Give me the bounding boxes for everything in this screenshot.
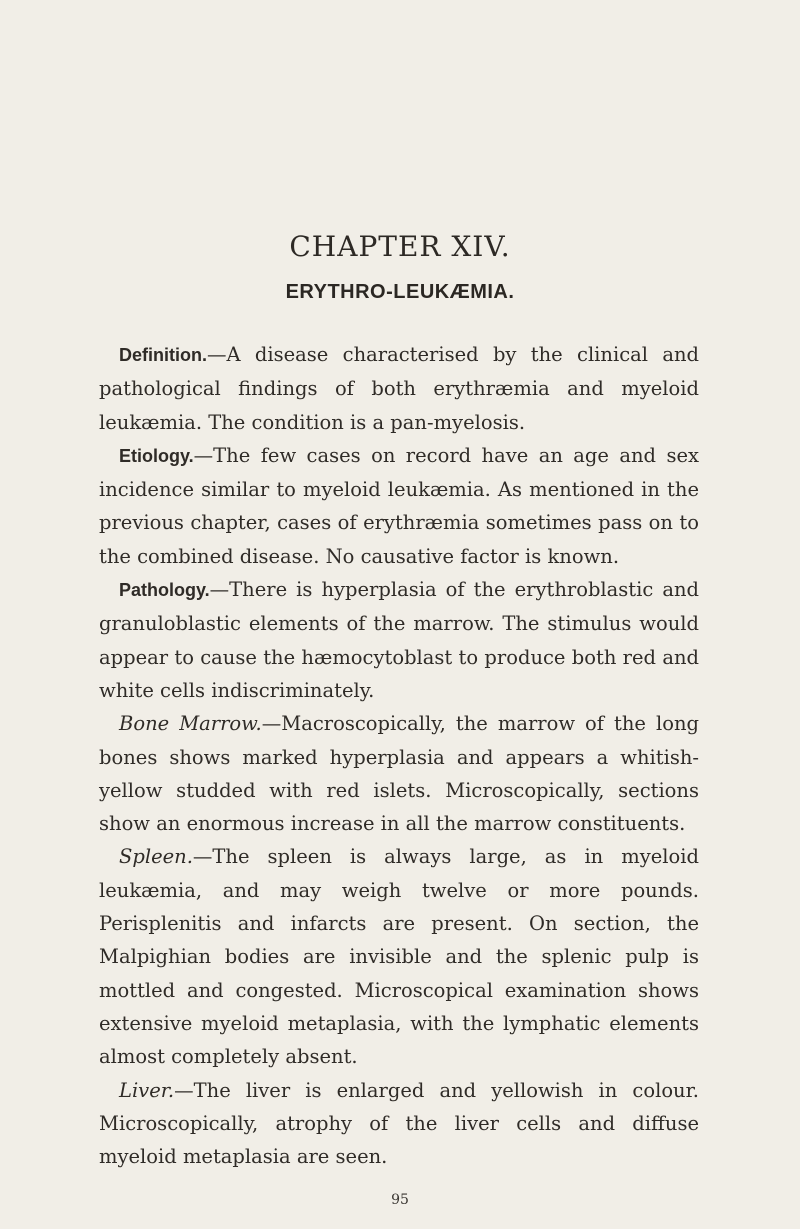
sub-head-spleen: Spleen.	[119, 845, 193, 869]
paragraph-liver	[99, 1074, 699, 1174]
paragraph-pathology-text: —There is hyperplasia of the erythroblastic and granuloblastic elements of the marrow. The stimulus would appear to cause the hæmocytoblast to produce both red and white cells indiscriminately.	[99, 578, 699, 702]
paragraph-etiology-text: —The few cases on record have an age and sex incidence similar to myeloid leukæmia. As mentioned in the previous chapter, cases of erythræmia sometimes pass on to the combined disease. No causative factor is known.	[99, 443, 699, 568]
paragraph-bone-marrow	[99, 707, 699, 840]
run-head-pathology: Pathology.	[119, 580, 210, 601]
run-head-definition: Definition.	[119, 345, 207, 365]
paragraph-spleen-text: —The spleen is always large, as in myeloid leukæmia, and may weigh twelve or more pounds. Perisplenitis and infarcts are present. On section, the Malpighian bodies are invisible and the splenic pulp is mottled and congested. Microscopical examination shows extensive myeloid metaplasia, with the lymphatic elements almost completely absent.	[99, 845, 699, 1069]
page-number: 95	[391, 1192, 409, 1208]
sub-head-bone-marrow: Bone Marrow.	[119, 712, 262, 736]
body-text	[99, 338, 699, 1173]
chapter-title: ERYTHRO-LEUKÆMIA.	[285, 281, 515, 303]
sub-head-liver: Liver.	[119, 1078, 175, 1102]
paragraph-definition	[99, 338, 699, 439]
paragraph-bone-marrow-text: —Macroscopically, the marrow of the long bones shows marked hyperplasia and appears a whitish-yellow studded with red islets. Microscopically, sections show an enormous increase in all the marrow constituents.	[99, 712, 700, 836]
paragraph-spleen	[99, 840, 699, 1073]
paragraph-etiology	[99, 439, 699, 573]
run-head-etiology: Etiology.	[119, 445, 194, 466]
paragraph-definition-text: —A disease characterised by the clinical and pathological findings of both erythræmia and myeloid leukæmia. The condition is a pan-myelosis.	[99, 343, 699, 434]
paragraph-pathology	[99, 573, 699, 707]
paragraph-liver-text: —The liver is enlarged and yellowish in colour. Microscopically, atrophy of the liver cells and diffuse myeloid metaplasia are seen.	[99, 1078, 699, 1169]
chapter-heading: CHAPTER XIV.	[289, 230, 511, 263]
